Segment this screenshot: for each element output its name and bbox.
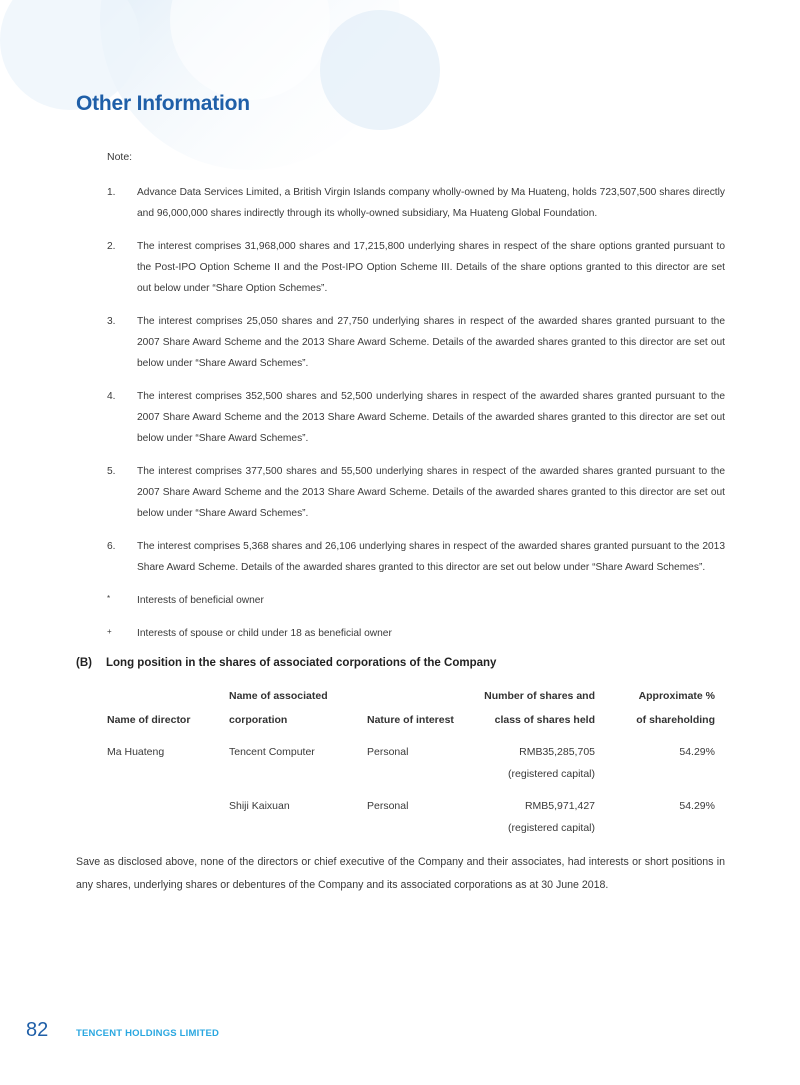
note-text: The interest comprises 352,500 shares and 52,500 underlying shares in respect of the awarded shares granted pursuant to the 2007 Share Award Scheme and the 2013 Share Award Scheme. Details of the awarded shares granted to this director are set out below under “Share Award Schemes”.	[137, 391, 725, 444]
notes-list	[107, 182, 725, 656]
note-item	[107, 182, 725, 224]
note-text: Interests of beneficial owner	[137, 595, 264, 606]
header-percent-line1: Approximate %	[638, 690, 715, 702]
note-text: The interest comprises 25,050 shares and 27,750 underlying shares in respect of the awarded shares granted pursuant to the 2007 Share Award Scheme and the 2013 Share Award Scheme. Details of the awarded shares granted to this director are set out below under “Share Award Schemes”.	[137, 316, 725, 369]
note-item	[107, 236, 725, 299]
note-number: 2.	[107, 241, 116, 252]
cell-nature: Personal	[367, 800, 409, 812]
section-title: Long position in the shares of associated corporations of the Company	[106, 657, 497, 669]
associated-corporations-table	[107, 683, 715, 839]
closing-paragraph: Save as disclosed above, none of the directors or chief executive of the Company and their associates, had interests or short positions in any shares, underlying shares or debentures of the Company and its associated corporations as at 30 June 2018.	[76, 856, 725, 891]
cell-shares-value: RMB5,971,427	[524, 800, 595, 812]
cell-director: Ma Huateng	[107, 746, 165, 758]
note-item	[107, 536, 725, 578]
header-nature: Nature of interest	[367, 714, 454, 726]
header-percent-line2: of shareholding	[636, 714, 715, 726]
table-header-row-2	[107, 707, 715, 731]
note-text: The interest comprises 5,368 shares and 26,106 underlying shares in respect of the awarded shares granted pursuant to the 2013 Share Award Scheme. Details of the awarded shares granted to this director are set out below under “Share Award Schemes”.	[137, 541, 725, 573]
cell-shares-note: (registered capital)	[508, 822, 595, 834]
note-text: The interest comprises 377,500 shares and 55,500 underlying shares in respect of the awarded shares granted pursuant to the 2007 Share Award Scheme and the 2013 Share Award Scheme. Details of the awarded shares granted to this director are set out below under “Share Award Schemes”.	[137, 466, 725, 519]
note-number: 3.	[107, 316, 116, 327]
section-heading	[76, 657, 496, 669]
table-header-row-1	[107, 683, 715, 707]
header-corporation-line2: corporation	[229, 714, 288, 726]
company-name: TENCENT HOLDINGS LIMITED	[76, 1028, 220, 1039]
cell-corporation: Shiji Kaixuan	[229, 800, 290, 812]
page-number: 82	[26, 1019, 49, 1041]
cell-shares-note: (registered capital)	[508, 768, 595, 780]
note-number: 5.	[107, 466, 116, 477]
cell-percent: 54.29%	[679, 746, 715, 758]
cell-shares	[477, 795, 595, 839]
cell-nature: Personal	[367, 746, 409, 758]
table-row	[107, 741, 715, 785]
note-item	[107, 386, 725, 449]
header-corporation-line1: Name of associated	[229, 690, 328, 702]
table-row	[107, 795, 715, 839]
note-label: Note:	[107, 151, 133, 163]
note-text: Advance Data Services Limited, a British Virgin Islands company wholly-owned by Ma Huateng, holds 723,507,500 shares directly and 96,000,000 shares indirectly through its wholly-owned subsidiary, Ma Huateng Global Foundation.	[137, 187, 725, 219]
note-symbol: *	[107, 594, 111, 603]
cell-percent: 54.29%	[679, 800, 715, 812]
page-title: Other Information	[76, 92, 250, 115]
note-text: The interest comprises 31,968,000 shares and 17,215,800 underlying shares in respect of the share options granted pursuant to the Post-IPO Option Scheme II and the Post-IPO Option Scheme III. Details of the share options granted to this director are set out below under “Share Option Schemes”.	[137, 241, 725, 294]
note-symbol: +	[107, 627, 112, 636]
note-number: 1.	[107, 187, 116, 198]
header-director: Name of director	[107, 714, 191, 726]
note-item	[107, 590, 725, 611]
cell-shares	[477, 741, 595, 785]
note-number: 4.	[107, 391, 116, 402]
note-item	[107, 461, 725, 524]
note-text: Interests of spouse or child under 18 as beneficial owner	[137, 628, 392, 639]
header-shares-line2: class of shares held	[494, 714, 595, 726]
note-item	[107, 623, 725, 644]
page-footer	[26, 1019, 219, 1042]
cell-corporation: Tencent Computer	[229, 746, 315, 758]
section-letter: (B)	[76, 657, 92, 669]
note-number: 6.	[107, 541, 116, 552]
cell-director	[107, 795, 229, 839]
cell-shares-value: RMB35,285,705	[519, 746, 595, 758]
note-item	[107, 311, 725, 374]
header-shares-line1: Number of shares and	[484, 690, 595, 702]
